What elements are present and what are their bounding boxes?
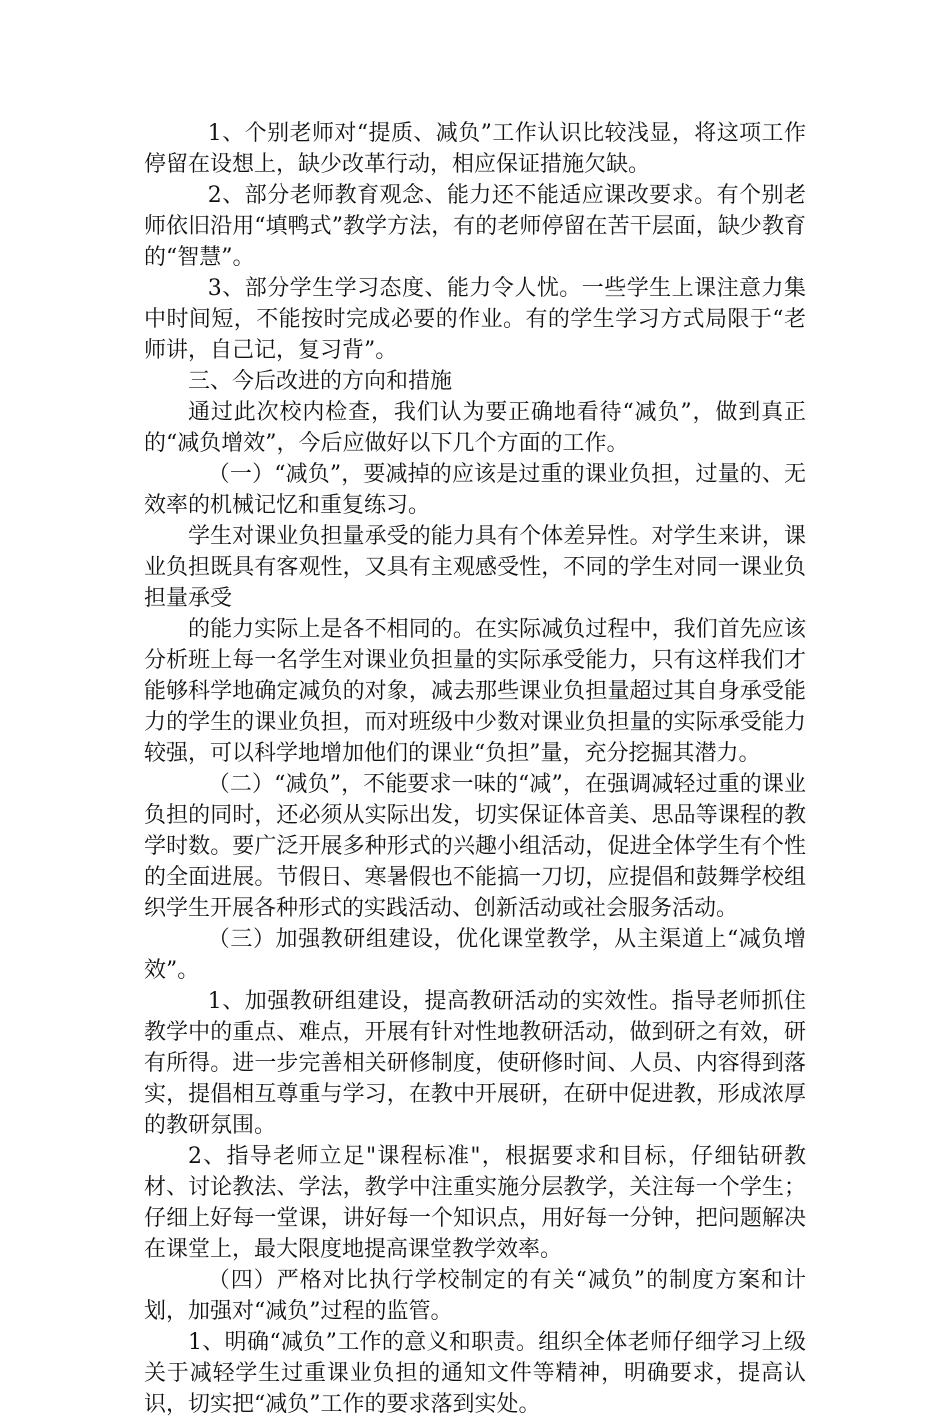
document-body [144,118,806,1420]
paragraph-capacity-analysis: 的能力实际上是各不相同的。在实际减负过程中，我们首先应该分析班上每一名学生对课业负担量的实际承受能力，只有这样我们才能够科学地确定减负的对象，减去那些课业负担量超过其自身承受能力的学生的课业负担，而对班级中少数对课业负担量的实际承受能力较强，可以科学地增加他们的课业“负担”量，充分挖掘其潜力。 [144,617,806,766]
paragraph-individual-differences: 学生对课业负担量承受的能力具有个体差异性。对学生来讲，课业负担既具有客观性，又具有主观感受性，不同的学生对同一课业负担量承受 [144,524,806,611]
section-heading-improvement: 三、今后改进的方向和措施 [188,369,453,394]
paragraph-teacher-concepts: 2、部分老师教育观念、能力还不能适应课改要求。有个别老师依旧沿用“填鸭式”教学方法，有的老师停留在苦干层面，缺少教育的“智慧”。 [144,183,806,270]
paragraph-point-three: （三）加强教研组建设，优化课堂教学，从主渠道上“减负增效”。 [144,927,806,983]
paragraph-teacher-awareness: 1、个别老师对“提质、减负”工作认识比较浅显，将这项工作停留在设想上，缺少改革行动，相应保证措施欠缺。 [144,121,806,177]
paragraph-curriculum-standards: 2、指导老师立足"课程标准"，根据要求和目标，仔细钻研教材、讨论教法、学法，教学中注重实施分层教学，关注每一个学生；仔细上好每一堂课，讲好每一个知识点，用好每一分钟，把问题解决在课堂上，最大限度地提高课堂教学效率。 [144,1144,806,1262]
paragraph-point-two: （二）“减负”，不能要求一味的“减”，在强调减轻过重的课业负担的同时，还必须从实际出发，切实保证体音美、思品等课程的教学时数。要广泛开展多种形式的兴趣小组活动，促进全体学生有个性的全面进展。节假日、寒暑假也不能搞一刀切，应提倡和鼓舞学校组织学生开展各种形式的实践活动、创新活动或社会服务活动。 [144,772,806,921]
paragraph-responsibilities: 1、明确“减负”工作的意义和职责。组织全体老师仔细学习上级关于减轻学生过重课业负担的通知文件等精神，明确要求，提高认识，切实把“减负”工作的要求落到实处。 [144,1330,806,1417]
paragraph-point-one: （一）“减负”，要减掉的应该是过重的课业负担，过量的、无效率的机械记忆和重复练习。 [144,462,806,518]
paragraph-point-four: （四）严格对比执行学校制定的有关“减负”的制度方案和计划，加强对“减负”过程的监管。 [144,1268,806,1324]
paragraph-inspection-summary: 通过此次校内检查，我们认为要正确地看待“减负”，做到真正的“减负增效”，今后应做好以下几个方面的工作。 [144,400,806,456]
paragraph-research-group: 1、加强教研组建设，提高教研活动的实效性。指导老师抓住教学中的重点、难点，开展有针对性地教研活动，做到研之有效，研有所得。进一步完善相关研修制度，使研修时间、人员、内容得到落实，提倡相互尊重与学习，在教中开展研，在研中促进教，形成浓厚的教研氛围。 [144,989,806,1138]
paragraph-student-attitude: 3、部分学生学习态度、能力令人忧。一些学生上课注意力集中时间短，不能按时完成必要的作业。有的学生学习方式局限于“老师讲，自己记，复习背”。 [144,276,806,363]
